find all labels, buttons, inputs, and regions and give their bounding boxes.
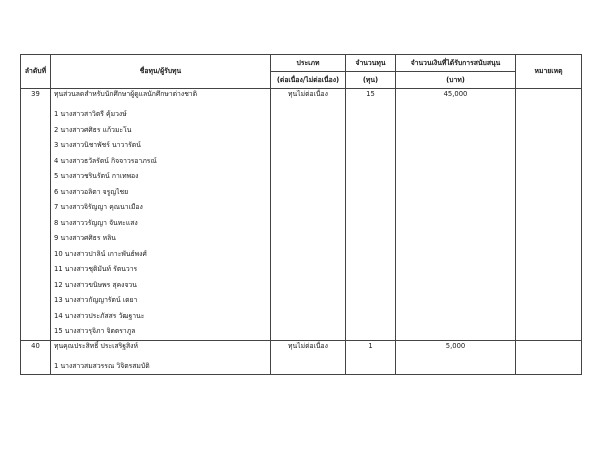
- table-row: [21, 340, 582, 359]
- header-note: หมายเหตุ: [516, 55, 582, 89]
- recipient-name: 5 นางสาวชรินรัตน์ กาเทพอง: [51, 169, 271, 185]
- header-name: ชื่อทุน/ผู้รับทุน: [51, 55, 271, 89]
- table-row: [21, 200, 582, 216]
- table-row: [21, 309, 582, 325]
- row-no: 39: [21, 89, 51, 108]
- grant-amount: 45,000: [396, 89, 516, 108]
- header-no: ลำดับที่: [21, 55, 51, 89]
- header-count-sub: (ทุน): [346, 72, 396, 89]
- note-cell: [516, 340, 582, 359]
- grant-count: 15: [346, 89, 396, 108]
- recipient-name: 4 นางสาวธวัลรัตน์ กิจจาวรอาภรณ์: [51, 154, 271, 170]
- recipient-name: 1 นางสาวสาวิตรี คุ้มวงษ์: [51, 107, 271, 123]
- table-row: [21, 278, 582, 294]
- header-type-sub: (ต่อเนื่อง/ไม่ต่อเนื่อง): [271, 72, 346, 89]
- recipient-name: 14 นางสาวประภัสสร วัฒฐานะ: [51, 309, 271, 325]
- table-row: [21, 293, 582, 309]
- table-row: [21, 107, 582, 123]
- recipient-name: 13 นางสาวกัญญารัตน์ เตยา: [51, 293, 271, 309]
- header-type: ประเภท: [271, 55, 346, 72]
- table-row: [21, 262, 582, 278]
- grant-count: 1: [346, 340, 396, 359]
- table-row: [21, 154, 582, 170]
- recipient-name: 2 นางสาวศศิธร แก้วมะโน: [51, 123, 271, 139]
- table-row: [21, 247, 582, 263]
- header-count: จำนวนทุน: [346, 55, 396, 72]
- grant-name: ทุนส่วนลดสำหรับนักศึกษาผู้ดูแลนักศึกษาต่างชาติ: [51, 89, 271, 108]
- table-row: [21, 185, 582, 201]
- header-amount: จำนวนเงินที่ได้รับการสนับสนุน: [396, 55, 516, 72]
- table-row: [21, 138, 582, 154]
- table-row: [21, 123, 582, 139]
- recipient-name: 15 นางสาวรุจิภา จิตตราภูล: [51, 324, 271, 340]
- recipient-name: 7 นางสาวจิรัญญา คุณนาเมือง: [51, 200, 271, 216]
- table-row: [21, 324, 582, 340]
- scholarship-table: [20, 54, 582, 375]
- row-no: 40: [21, 340, 51, 359]
- header-amount-sub: (บาท): [396, 72, 516, 89]
- recipient-name: 1 นางสาวสมสวรรณ วิจิตรสมบัติ: [51, 359, 271, 375]
- recipient-name: 10 นางสาวปาลิน์ เกาะพันธ์พงศ์: [51, 247, 271, 263]
- grant-type: ทุนไม่ต่อเนื่อง: [271, 340, 346, 359]
- grant-type: ทุนไม่ต่อเนื่อง: [271, 89, 346, 108]
- table-row: [21, 359, 582, 375]
- grant-amount: 5,000: [396, 340, 516, 359]
- recipient-name: 12 นางสาวขนิษพร สุคงจวน: [51, 278, 271, 294]
- recipient-name: 6 นางสาวอลิตา จรูญไชย: [51, 185, 271, 201]
- table-row: [21, 216, 582, 232]
- recipient-name: 8 นางสาววรัญญา จันทะแสง: [51, 216, 271, 232]
- grant-name: ทุนคุณประสิทธิ์ ประเสริฐสิงห์: [51, 340, 271, 359]
- table-row: [21, 231, 582, 247]
- table-row: [21, 169, 582, 185]
- table-row: [21, 89, 582, 108]
- recipient-name: 11 นางสาวชุติมันท์ รัตนวาร: [51, 262, 271, 278]
- note-cell: [516, 89, 582, 108]
- recipient-name: 3 นางสาวนิชาพัชร์ นาวารัตน์: [51, 138, 271, 154]
- recipient-name: 9 นางสาวศศิธร หลิน: [51, 231, 271, 247]
